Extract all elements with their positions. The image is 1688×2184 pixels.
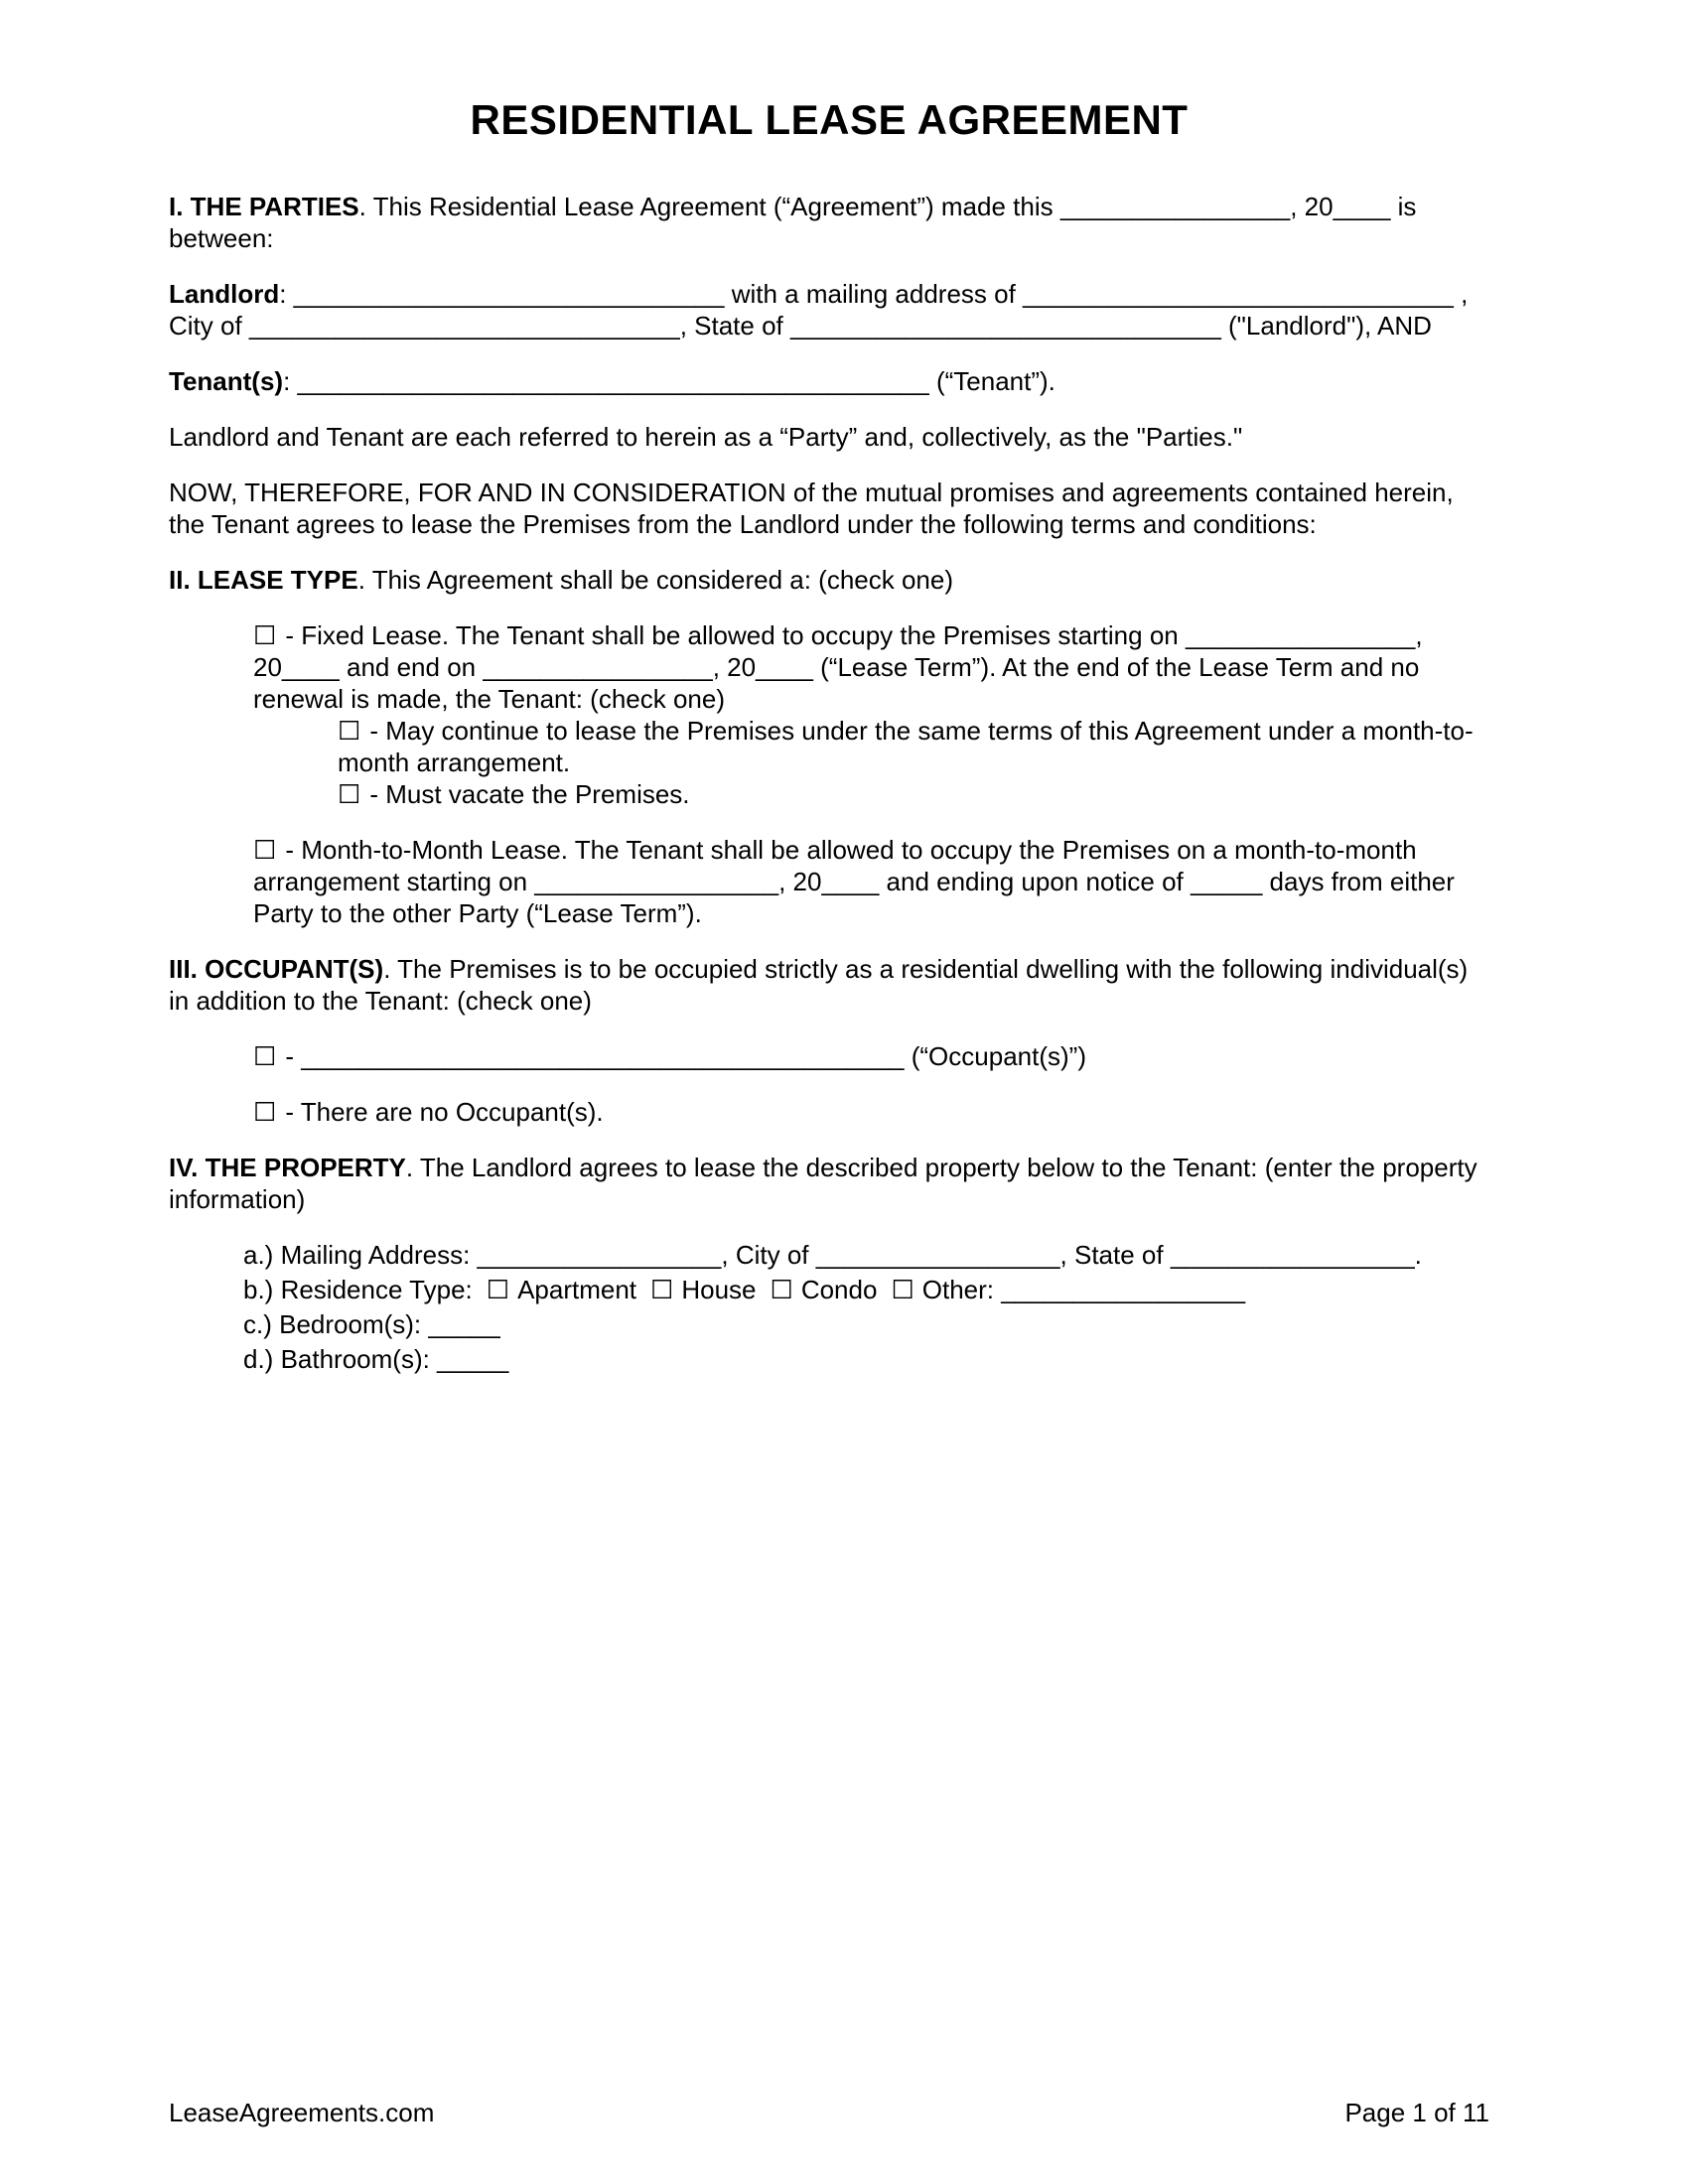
section-parties <box>169 191 1489 254</box>
residence-option-house-label: House <box>681 1275 757 1304</box>
residence-option-house <box>650 1275 756 1304</box>
checkbox-icon: ☐ <box>253 1097 277 1127</box>
residence-option-apartment <box>487 1275 636 1304</box>
fixed-lease-suboption-vacate <box>338 778 1489 810</box>
checkbox-icon: ☐ <box>650 1275 674 1304</box>
fixed-lease-option <box>253 619 1489 715</box>
section-parties-heading: I. THE PARTIES <box>169 192 359 221</box>
section-property <box>169 1152 1489 1215</box>
no-occupants-option <box>253 1096 1489 1128</box>
landlord-label: Landlord <box>169 279 280 309</box>
property-item-mailing-address: a.) Mailing Address: _________________, City of _________________, State of _________________. <box>243 1240 1422 1270</box>
landlord-blank-text: : ______________________________ with a mailing address of ______________________________ , City of ______________________________, State of ______________________________ ("Landlord"), AND <box>169 279 1469 341</box>
tenant-blank-text: : ____________________________________________ (“Tenant”). <box>283 366 1055 396</box>
property-list <box>243 1239 1489 1375</box>
section-lease-type-text: . This Agreement shall be considered a: (check one) <box>357 565 954 595</box>
section-lease-type <box>169 564 1489 596</box>
residence-option-other <box>891 1275 1245 1304</box>
residence-type-label: b.) Residence Type: <box>243 1275 473 1304</box>
month-to-month-option <box>253 834 1489 929</box>
section-property-text: . The Landlord agrees to lease the described property below to the Tenant: (enter the property information) <box>169 1153 1477 1214</box>
tenant-clause <box>169 365 1489 397</box>
fixed-lease-suboption-vacate-text: - Must vacate the Premises. <box>369 779 690 809</box>
parties-note: Landlord and Tenant are each referred to herein as a “Party” and, collectively, as the "Parties." <box>169 422 1243 452</box>
section-occupants <box>169 953 1489 1017</box>
fixed-lease-text: - Fixed Lease. The Tenant shall be allowed to occupy the Premises starting on ________________, 20____ and end on ________________, 20____ (“Lease Term”). At the end of the Lease Term and no renewal is made, the Tenant: (check one) <box>253 620 1423 714</box>
fixed-lease-suboption-continue <box>338 715 1489 778</box>
residence-option-apartment-label: Apartment <box>517 1275 637 1304</box>
checkbox-icon: ☐ <box>253 835 277 865</box>
footer-site-name: LeaseAgreements.com <box>169 2098 435 2127</box>
consideration-clause: NOW, THEREFORE, FOR AND IN CONSIDERATION of the mutual promises and agreements contained herein, the Tenant agrees to lease the Premises from the Landlord under the following terms and conditions: <box>169 478 1454 539</box>
checkbox-icon: ☐ <box>253 1041 277 1071</box>
footer-page-number: Page 1 of 11 <box>1344 2098 1489 2127</box>
fixed-lease-suboption-continue-text: - May continue to lease the Premises under the same terms of this Agreement under a month-to-month arrangement. <box>338 716 1474 777</box>
page-footer <box>169 2097 1489 2128</box>
section-lease-type-heading: II. LEASE TYPE <box>169 565 358 595</box>
occupant-blank-option <box>253 1040 1489 1072</box>
section-occupants-heading: III. OCCUPANT(S) <box>169 954 384 984</box>
checkbox-icon: ☐ <box>338 716 361 746</box>
section-occupants-text: . The Premises is to be occupied strictly as a residential dwelling with the following individual(s) in addition to the Tenant: (check one) <box>169 954 1469 1016</box>
no-occupants-text: - There are no Occupant(s). <box>285 1097 604 1127</box>
checkbox-icon: ☐ <box>770 1275 793 1304</box>
checkbox-icon: ☐ <box>253 620 277 650</box>
document-title: RESIDENTIAL LEASE AGREEMENT <box>470 96 1189 143</box>
residence-option-other-label: Other: _________________ <box>921 1275 1246 1304</box>
property-item-bathrooms: d.) Bathroom(s): _____ <box>243 1344 509 1374</box>
checkbox-icon: ☐ <box>338 779 361 809</box>
residence-option-condo-label: Condo <box>800 1275 878 1304</box>
property-item-residence-type <box>243 1274 1489 1305</box>
residence-option-condo <box>771 1275 878 1304</box>
property-item-bedrooms: c.) Bedroom(s): _____ <box>243 1309 500 1339</box>
occupant-blank-text: - __________________________________________ (“Occupant(s)”) <box>285 1041 1086 1071</box>
tenant-label: Tenant(s) <box>169 366 284 396</box>
checkbox-icon: ☐ <box>486 1275 510 1304</box>
section-property-heading: IV. THE PROPERTY <box>169 1153 406 1182</box>
checkbox-icon: ☐ <box>891 1275 914 1304</box>
month-to-month-text: - Month-to-Month Lease. The Tenant shall be allowed to occupy the Premises on a month-to-month arrangement starting on _________________, 20____ and ending upon notice of _____ days from either Party to the other Party (“Lease Term”). <box>253 835 1455 928</box>
landlord-clause <box>169 278 1489 341</box>
section-parties-text: . This Residential Lease Agreement (“Agreement”) made this ________________, 20____ is between: <box>169 192 1417 253</box>
